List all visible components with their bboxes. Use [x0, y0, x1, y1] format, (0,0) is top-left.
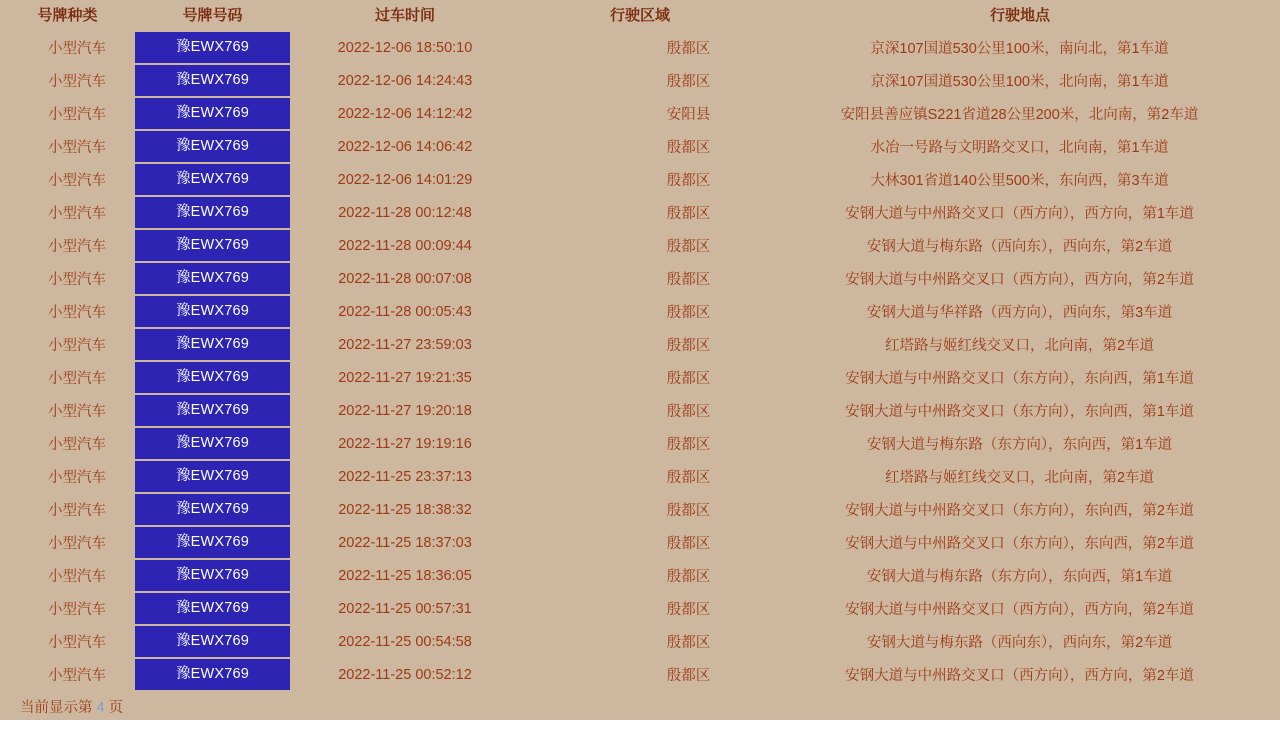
cell-driving-area: 殷都区: [666, 371, 711, 387]
cell-plate-number: [135, 163, 290, 196]
cell-plate-number: [135, 97, 290, 130]
table-row[interactable]: [0, 64, 1280, 97]
cell-pass-time: 2022-11-25 18:38:32: [338, 501, 472, 518]
cell-plate-type: 小型汽车: [48, 74, 106, 90]
plate-badge[interactable]: 豫EWX769: [135, 98, 290, 129]
cell-plate-type: 小型汽车: [48, 239, 106, 255]
cell-plate-number: [135, 394, 290, 427]
cell-driving-area: 殷都区: [666, 338, 711, 354]
plate-badge[interactable]: 豫EWX769: [135, 230, 290, 261]
table-row[interactable]: [0, 658, 1280, 691]
plate-badge[interactable]: 豫EWX769: [135, 164, 290, 195]
cell-plate-type: 小型汽车: [48, 602, 106, 618]
cell-driving-area: 安阳县: [666, 107, 711, 123]
cell-pass-time: 2022-11-25 23:37:13: [338, 468, 472, 485]
cell-pass-time: 2022-12-06 14:12:42: [337, 105, 473, 122]
driving-location-text: 大林301省道140公里500米，东向西，第3车道: [870, 173, 1169, 189]
records-table-body: [0, 31, 1280, 691]
cell-driving-area: 殷都区: [666, 602, 711, 618]
driving-location-text: 红塔路与姬红线交叉口，北向南，第2车道: [884, 338, 1155, 354]
cell-driving-area: 殷都区: [666, 41, 711, 57]
driving-location-text: 安钢大道与中州路交叉口（东方向），东向西，第1车道: [845, 404, 1194, 420]
cell-plate-type: 小型汽车: [48, 635, 106, 651]
cell-driving-location: [760, 295, 1280, 328]
driving-location-text: 安钢大道与梅东路（西向东），西向东，第2车道: [866, 239, 1173, 255]
plate-badge[interactable]: 豫EWX769: [135, 395, 290, 426]
driving-location-text: 安钢大道与华祥路（西方向），西向东，第3车道: [866, 305, 1173, 321]
table-row[interactable]: [0, 361, 1280, 394]
driving-location-text: 安钢大道与中州路交叉口（西方向），西方向，第1车道: [845, 206, 1194, 222]
cell-driving-area: 殷都区: [666, 305, 711, 321]
plate-badge[interactable]: 豫EWX769: [135, 593, 290, 624]
plate-badge[interactable]: 豫EWX769: [135, 65, 290, 96]
cell-plate-number: [135, 493, 290, 526]
cell-plate-number: [135, 229, 290, 262]
cell-plate-number: [135, 592, 290, 625]
cell-driving-area: 殷都区: [666, 668, 711, 684]
pagination-suffix-label: 页: [108, 700, 124, 716]
table-row[interactable]: [0, 526, 1280, 559]
cell-plate-type: 小型汽车: [48, 206, 106, 222]
cell-driving-location: [760, 328, 1280, 361]
cell-plate-type: 小型汽车: [48, 470, 106, 486]
cell-pass-time: 2022-11-28 00:12:48: [338, 204, 472, 221]
cell-plate-number: [135, 64, 290, 97]
plate-badge[interactable]: 豫EWX769: [135, 329, 290, 360]
cell-driving-area: 殷都区: [666, 503, 711, 519]
cell-plate-number: [135, 625, 290, 658]
cell-pass-time: 2022-11-25 18:37:03: [338, 534, 472, 551]
driving-location-text: 红塔路与姬红线交叉口，北向南，第2车道: [884, 470, 1155, 486]
table-row[interactable]: [0, 394, 1280, 427]
cell-plate-number: [135, 262, 290, 295]
cell-pass-time: 2022-11-28 00:07:08: [338, 270, 472, 287]
cell-driving-location: [760, 361, 1280, 394]
cell-driving-area: 殷都区: [666, 74, 711, 90]
driving-location-text: 京深107国道530公里100米，北向南，第1车道: [870, 74, 1169, 90]
cell-plate-type: 小型汽车: [48, 140, 106, 156]
table-row[interactable]: [0, 97, 1280, 130]
driving-location-text: 安钢大道与中州路交叉口（东方向），东向西，第2车道: [845, 503, 1194, 519]
table-row[interactable]: [0, 262, 1280, 295]
cell-plate-number: [135, 328, 290, 361]
cell-plate-type: 小型汽车: [48, 503, 106, 519]
driving-location-text: 安钢大道与中州路交叉口（东方向），东向西，第1车道: [845, 371, 1194, 387]
column-header-driving-area: 行驶区域: [609, 7, 670, 24]
plate-badge[interactable]: 豫EWX769: [135, 32, 290, 63]
cell-pass-time: 2022-11-28 00:09:44: [338, 237, 472, 254]
table-row[interactable]: [0, 460, 1280, 493]
driving-location-text: 水冶一号路与文明路交叉口，北向南，第1车道: [870, 140, 1169, 156]
driving-location-text: 安钢大道与中州路交叉口（西方向），西方向，第2车道: [845, 668, 1194, 684]
cell-plate-number: [135, 460, 290, 493]
cell-plate-type: 小型汽车: [48, 437, 106, 453]
cell-plate-type: 小型汽车: [48, 404, 106, 420]
current-page-number: 4: [96, 700, 105, 716]
cell-plate-number: [135, 361, 290, 394]
driving-location-text: 京深107国道530公里100米，南向北，第1车道: [870, 41, 1169, 57]
cell-driving-location: [760, 31, 1280, 64]
cell-pass-time: 2022-12-06 18:50:10: [337, 39, 473, 56]
plate-badge[interactable]: 豫EWX769: [135, 527, 290, 558]
table-row[interactable]: [0, 196, 1280, 229]
cell-driving-location: [760, 229, 1280, 262]
table-row[interactable]: [0, 625, 1280, 658]
column-header-pass-time: 过车时间: [374, 7, 435, 24]
table-row[interactable]: [0, 493, 1280, 526]
cell-driving-location: [760, 394, 1280, 427]
driving-location-text: 安钢大道与梅东路（东方向），东向西，第1车道: [866, 569, 1173, 585]
cell-driving-location: [760, 559, 1280, 592]
plate-badge[interactable]: 豫EWX769: [135, 197, 290, 228]
cell-driving-location: [760, 526, 1280, 559]
driving-location-text: 安钢大道与中州路交叉口（西方向），西方向，第2车道: [845, 602, 1194, 618]
plate-badge[interactable]: 豫EWX769: [135, 494, 290, 525]
cell-driving-area: 殷都区: [666, 635, 711, 651]
records-table-head: [0, 0, 1280, 31]
bottom-white-strip: [0, 720, 1280, 734]
cell-driving-area: 殷都区: [666, 206, 711, 222]
table-row[interactable]: [0, 559, 1280, 592]
table-row[interactable]: [0, 592, 1280, 625]
driving-location-text: 安钢大道与中州路交叉口（东方向），东向西，第2车道: [845, 536, 1194, 552]
cell-pass-time: 2022-12-06 14:06:42: [337, 138, 473, 155]
cell-plate-type: 小型汽车: [48, 41, 106, 57]
pagination-status: [0, 697, 1280, 719]
cell-plate-type: 小型汽车: [48, 338, 106, 354]
table-row[interactable]: [0, 295, 1280, 328]
driving-location-text: 安阳县善应镇S221省道28公里200米，北向南，第2车道: [840, 107, 1199, 123]
cell-driving-location: [760, 592, 1280, 625]
cell-driving-area: 殷都区: [666, 272, 711, 288]
column-header-driving-location: 行驶地点: [989, 7, 1050, 24]
cell-driving-location: [760, 262, 1280, 295]
cell-driving-area: 殷都区: [666, 173, 711, 189]
table-row[interactable]: [0, 31, 1280, 64]
cell-driving-area: 殷都区: [666, 536, 711, 552]
plate-badge[interactable]: 豫EWX769: [135, 428, 290, 459]
cell-driving-location: [760, 625, 1280, 658]
column-header-plate-number: 号牌号码: [182, 7, 243, 24]
pagination-prefix-label: 当前显示第: [20, 700, 93, 716]
cell-plate-number: [135, 31, 290, 64]
cell-plate-type: 小型汽车: [48, 305, 106, 321]
cell-plate-type: 小型汽车: [48, 569, 106, 585]
cell-pass-time: 2022-11-25 00:52:12: [338, 666, 472, 683]
cell-plate-number: [135, 559, 290, 592]
cell-driving-location: [760, 130, 1280, 163]
table-row[interactable]: [0, 130, 1280, 163]
cell-plate-type: 小型汽车: [48, 536, 106, 552]
cell-pass-time: 2022-11-27 19:20:18: [338, 402, 472, 419]
plate-badge[interactable]: 豫EWX769: [135, 263, 290, 294]
cell-plate-number: [135, 526, 290, 559]
cell-pass-time: 2022-11-27 23:59:03: [338, 336, 472, 353]
plate-badge[interactable]: 豫EWX769: [135, 296, 290, 327]
plate-badge[interactable]: 豫EWX769: [135, 131, 290, 162]
cell-driving-area: 殷都区: [666, 404, 711, 420]
table-row[interactable]: [0, 229, 1280, 262]
driving-location-text: 安钢大道与梅东路（东方向），东向西，第1车道: [866, 437, 1173, 453]
table-row[interactable]: [0, 427, 1280, 460]
driving-location-text: 安钢大道与梅东路（西向东），西向东，第2车道: [866, 635, 1173, 651]
driving-location-text: 安钢大道与中州路交叉口（西方向），西方向，第2车道: [845, 272, 1194, 288]
cell-driving-location: [760, 97, 1280, 130]
cell-plate-number: [135, 295, 290, 328]
cell-plate-number: [135, 196, 290, 229]
cell-pass-time: 2022-11-28 00:05:43: [338, 303, 472, 320]
cell-pass-time: 2022-12-06 14:01:29: [337, 171, 473, 188]
cell-driving-area: 殷都区: [666, 140, 711, 156]
plate-badge[interactable]: 豫EWX769: [135, 560, 290, 591]
plate-badge[interactable]: 豫EWX769: [135, 461, 290, 492]
table-header-row: [0, 0, 1280, 31]
cell-driving-location: [760, 460, 1280, 493]
cell-plate-type: 小型汽车: [48, 173, 106, 189]
cell-driving-location: [760, 427, 1280, 460]
column-header-plate-type: 号牌种类: [37, 7, 98, 24]
cell-pass-time: 2022-11-27 19:21:35: [338, 369, 472, 386]
cell-plate-number: [135, 427, 290, 460]
cell-pass-time: 2022-12-06 14:24:43: [337, 72, 473, 89]
cell-pass-time: 2022-11-27 19:19:16: [338, 435, 472, 452]
cell-driving-location: [760, 64, 1280, 97]
plate-badge[interactable]: 豫EWX769: [135, 659, 290, 690]
cell-pass-time: 2022-11-25 00:54:58: [338, 633, 472, 650]
cell-driving-location: [760, 196, 1280, 229]
cell-plate-type: 小型汽车: [48, 272, 106, 288]
cell-pass-time: 2022-11-25 18:36:05: [338, 567, 472, 584]
cell-plate-type: 小型汽车: [48, 668, 106, 684]
cell-driving-location: [760, 163, 1280, 196]
plate-badge[interactable]: 豫EWX769: [135, 626, 290, 657]
cell-driving-location: [760, 493, 1280, 526]
cell-plate-number: [135, 130, 290, 163]
cell-driving-area: 殷都区: [666, 569, 711, 585]
cell-driving-area: 殷都区: [666, 470, 711, 486]
cell-pass-time: 2022-11-25 00:57:31: [338, 600, 472, 617]
cell-driving-area: 殷都区: [666, 437, 711, 453]
table-row[interactable]: [0, 328, 1280, 361]
cell-plate-number: [135, 658, 290, 691]
plate-badge[interactable]: 豫EWX769: [135, 362, 290, 393]
cell-driving-area: 殷都区: [666, 239, 711, 255]
cell-plate-type: 小型汽车: [48, 371, 106, 387]
cell-driving-location: [760, 658, 1280, 691]
table-row[interactable]: [0, 163, 1280, 196]
cell-plate-type: 小型汽车: [48, 107, 106, 123]
